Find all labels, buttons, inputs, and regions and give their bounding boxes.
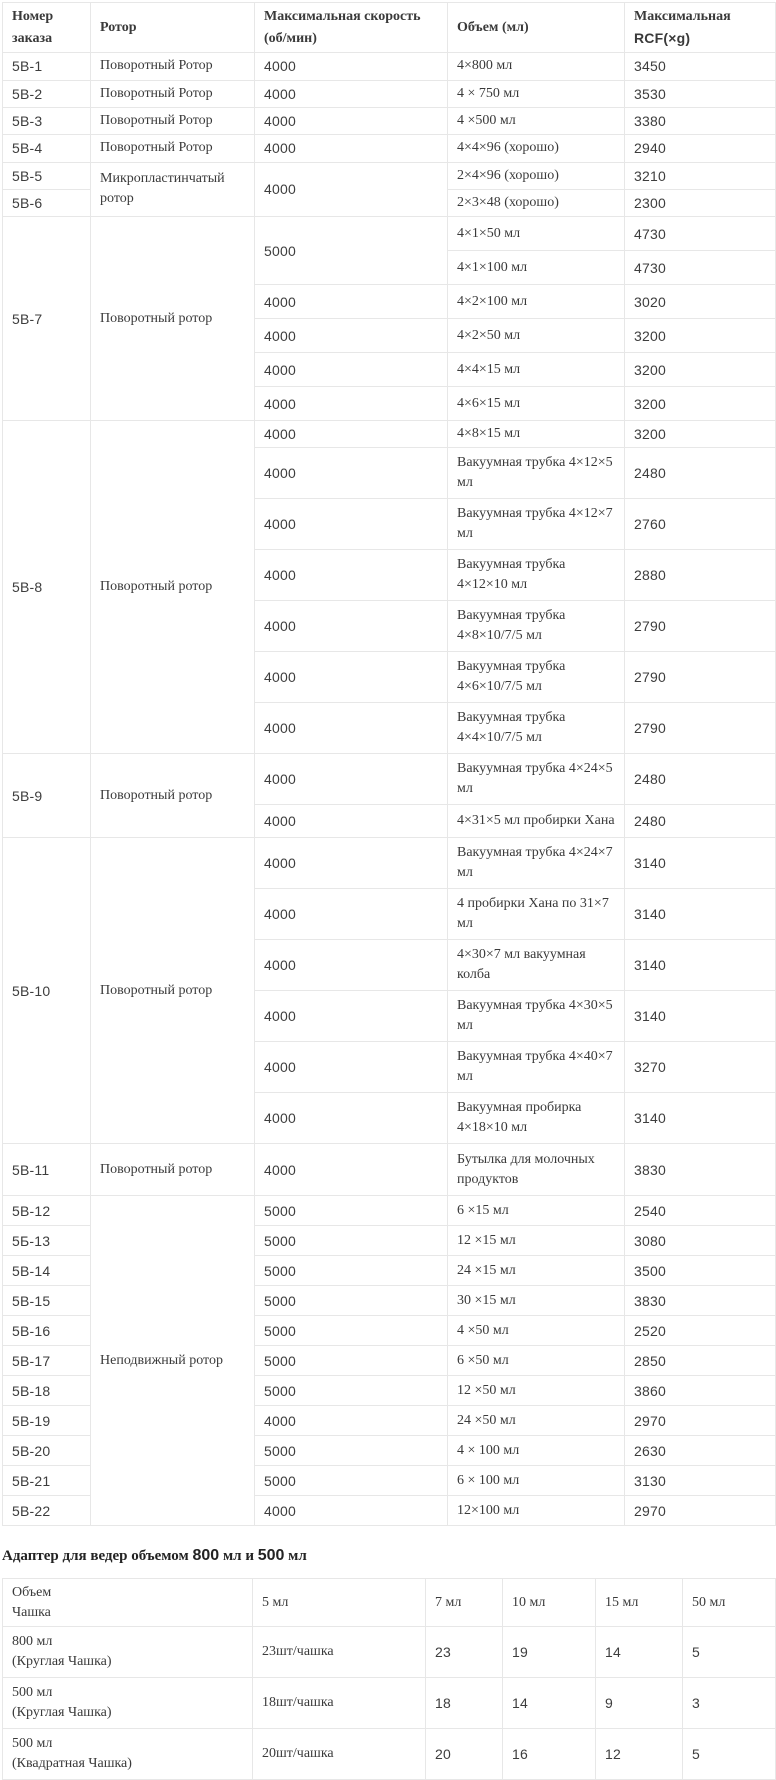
cell-rcf: 3130 [625, 1466, 776, 1496]
cell-order: 5B-16 [3, 1316, 91, 1346]
cell-rotor: Микропластинчатый ротор [91, 162, 255, 217]
table-row [3, 107, 776, 134]
rotor-table-header-row [3, 3, 776, 53]
cell-order: 5B-8 [3, 421, 91, 754]
cell-speed: 4000 [255, 319, 448, 353]
cell-speed: 5000 [255, 1436, 448, 1466]
cell-speed: 4000 [255, 107, 448, 134]
cell-speed: 4000 [255, 601, 448, 652]
cell-rcf: 3860 [625, 1376, 776, 1406]
adapter-cell: 15 мл [596, 1579, 683, 1627]
cell-rcf: 2520 [625, 1316, 776, 1346]
adapter-cell: 7 мл [426, 1579, 503, 1627]
cell-speed: 4000 [255, 1042, 448, 1093]
adapter-cell: 3 [683, 1678, 776, 1729]
cell-rcf: 2480 [625, 448, 776, 499]
col-header-rotor: Ротор [91, 3, 255, 53]
rcf-header-line2: RCF(×g) [634, 29, 691, 46]
cell-rcf: 3270 [625, 1042, 776, 1093]
cell-speed: 5000 [255, 1196, 448, 1226]
cell-vol: 12 ×50 мл [448, 1376, 625, 1406]
cell-speed: 4000 [255, 499, 448, 550]
cell-rcf: 3830 [625, 1144, 776, 1196]
cell-rotor: Поворотный Ротор [91, 107, 255, 134]
cell-speed: 4000 [255, 353, 448, 387]
cell-speed: 4000 [255, 652, 448, 703]
adapter-cell: Объем Чашка [3, 1579, 253, 1627]
adapter-row [3, 1627, 776, 1678]
cell-order: 5B-9 [3, 754, 91, 838]
cell-vol: 30 ×15 мл [448, 1286, 625, 1316]
cell-vol: Вакуумная трубка 4×24×7 мл [448, 838, 625, 889]
cell-vol: 4 ×50 мл [448, 1316, 625, 1346]
adapter-title-num-500: 500 [257, 1547, 285, 1565]
cell-speed: 5000 [255, 1286, 448, 1316]
cell-speed: 4000 [255, 1406, 448, 1436]
adapter-cell: 5 [683, 1729, 776, 1780]
adapter-cell: 20шт/чашка [253, 1729, 426, 1780]
adapter-cell: 16 [503, 1729, 596, 1780]
cell-vol: Вакуумная трубка 4×24×5 мл [448, 754, 625, 805]
cell-vol: 12 ×15 мл [448, 1226, 625, 1256]
table-row [3, 162, 776, 189]
cell-vol: 4 пробирки Хана по 31×7 мл [448, 889, 625, 940]
cell-rotor: Поворотный ротор [91, 838, 255, 1144]
cell-rcf: 2760 [625, 499, 776, 550]
cell-vol: 4×1×50 мл [448, 217, 625, 251]
cell-rcf: 3140 [625, 1093, 776, 1144]
cell-rcf: 3020 [625, 285, 776, 319]
cell-rotor: Неподвижный ротор [91, 1196, 255, 1526]
cell-speed: 4000 [255, 421, 448, 448]
cell-vol: 4 × 750 мл [448, 80, 625, 107]
cell-order: 5B-21 [3, 1466, 91, 1496]
cell-rcf: 3200 [625, 387, 776, 421]
cell-order: 5B-5 [3, 162, 91, 189]
table-row [3, 135, 776, 162]
rotor-spec-table [2, 2, 776, 1526]
cell-vol: 4 ×500 мл [448, 107, 625, 134]
cell-speed: 4000 [255, 550, 448, 601]
adapter-cell: 10 мл [503, 1579, 596, 1627]
cell-rcf: 3200 [625, 421, 776, 448]
cell-order: 5B-3 [3, 107, 91, 134]
cell-rcf: 3210 [625, 162, 776, 189]
cell-vol: 6 × 100 мл [448, 1466, 625, 1496]
table-row [3, 217, 776, 251]
adapter-cell: 23шт/чашка [253, 1627, 426, 1678]
cell-rcf: 3200 [625, 353, 776, 387]
cell-vol: 24 ×15 мл [448, 1256, 625, 1286]
cell-order: 5Б-13 [3, 1226, 91, 1256]
cell-speed: 4000 [255, 940, 448, 991]
cell-speed: 5000 [255, 1256, 448, 1286]
cell-rcf: 2940 [625, 135, 776, 162]
cell-vol: 4×1×100 мл [448, 251, 625, 285]
cell-order: 5B-20 [3, 1436, 91, 1466]
adapter-cell: 14 [596, 1627, 683, 1678]
cell-vol: 4×2×100 мл [448, 285, 625, 319]
cell-speed: 4000 [255, 80, 448, 107]
cell-rcf: 2790 [625, 652, 776, 703]
adapter-cell: 20 [426, 1729, 503, 1780]
cell-order: 5B-11 [3, 1144, 91, 1196]
adapter-cell: 19 [503, 1627, 596, 1678]
table-row [3, 80, 776, 107]
cell-vol: 4×2×50 мл [448, 319, 625, 353]
cell-speed: 5000 [255, 1376, 448, 1406]
cell-order: 5B-10 [3, 838, 91, 1144]
table-row [3, 53, 776, 80]
adapter-cell: 5 мл [253, 1579, 426, 1627]
cell-rcf: 2300 [625, 189, 776, 216]
cell-vol: 6 ×50 мл [448, 1346, 625, 1376]
cell-rcf: 2970 [625, 1406, 776, 1436]
table-row [3, 1196, 776, 1226]
cell-rcf: 3140 [625, 889, 776, 940]
cell-vol: Вакуумная пробирка 4×18×10 мл [448, 1093, 625, 1144]
cell-rcf: 2970 [625, 1496, 776, 1526]
cell-rcf: 2630 [625, 1436, 776, 1466]
cell-order: 5B-12 [3, 1196, 91, 1226]
cell-rcf: 2540 [625, 1196, 776, 1226]
cell-order: 5B-19 [3, 1406, 91, 1436]
cell-vol: Вакуумная трубка 4×12×10 мл [448, 550, 625, 601]
adapter-row [3, 1729, 776, 1780]
col-header-max-speed: Максимальная скорость (об/мин) [255, 3, 448, 53]
cell-order: 5B-17 [3, 1346, 91, 1376]
cell-speed: 4000 [255, 805, 448, 838]
cell-order: 5B-15 [3, 1286, 91, 1316]
cell-speed: 5000 [255, 1466, 448, 1496]
cell-vol: 4 × 100 мл [448, 1436, 625, 1466]
adapter-cell: 23 [426, 1627, 503, 1678]
adapter-cell: 800 мл (Круглая Чашка) [3, 1627, 253, 1678]
adapter-cell: 9 [596, 1678, 683, 1729]
adapter-cell: 500 мл (Круглая Чашка) [3, 1678, 253, 1729]
cell-rotor: Поворотный ротор [91, 421, 255, 754]
adapter-header-row [3, 1579, 776, 1627]
col-header-volume: Объем (мл) [448, 3, 625, 53]
cell-speed: 4000 [255, 889, 448, 940]
cell-rcf: 2790 [625, 703, 776, 754]
cell-vol: Вакуумная трубка 4×6×10/7/5 мл [448, 652, 625, 703]
cell-vol: Бутылка для молочных продуктов [448, 1144, 625, 1196]
table-row [3, 754, 776, 805]
cell-rcf: 2480 [625, 754, 776, 805]
adapter-cell: 50 мл [683, 1579, 776, 1627]
cell-rcf: 2480 [625, 805, 776, 838]
cell-vol: 6 ×15 мл [448, 1196, 625, 1226]
cell-order: 5B-4 [3, 135, 91, 162]
cell-vol: 4×800 мл [448, 53, 625, 80]
cell-rcf: 2880 [625, 550, 776, 601]
cell-speed: 5000 [255, 1316, 448, 1346]
cell-rotor: Поворотный Ротор [91, 80, 255, 107]
cell-vol: Вакуумная трубка 4×4×10/7/5 мл [448, 703, 625, 754]
adapter-title-suffix: мл [288, 1548, 307, 1565]
cell-speed: 4000 [255, 754, 448, 805]
adapter-cell: 500 мл (Квадратная Чашка) [3, 1729, 253, 1780]
cell-order: 5B-14 [3, 1256, 91, 1286]
cell-rcf: 2850 [625, 1346, 776, 1376]
cell-rcf: 3530 [625, 80, 776, 107]
adapter-cell: 14 [503, 1678, 596, 1729]
cell-speed: 4000 [255, 162, 448, 217]
cell-rcf: 3830 [625, 1286, 776, 1316]
adapter-title-prefix: Адаптер для ведер объемом [2, 1548, 189, 1565]
table-row [3, 838, 776, 889]
cell-speed: 4000 [255, 1144, 448, 1196]
cell-order: 5B-18 [3, 1376, 91, 1406]
cell-rcf: 4730 [625, 251, 776, 285]
col-header-max-rcf [625, 3, 776, 53]
cell-vol: 2×4×96 (хорошо) [448, 162, 625, 189]
adapter-title-mid: мл и [222, 1548, 254, 1565]
cell-order: 5B-22 [3, 1496, 91, 1526]
adapter-table [2, 1578, 776, 1780]
adapter-cell: 18шт/чашка [253, 1678, 426, 1729]
cell-speed: 5000 [255, 1226, 448, 1256]
cell-rcf: 3380 [625, 107, 776, 134]
cell-speed: 4000 [255, 1093, 448, 1144]
cell-speed: 4000 [255, 135, 448, 162]
cell-speed: 4000 [255, 53, 448, 80]
cell-rotor: Поворотный Ротор [91, 135, 255, 162]
cell-vol: Вакуумная трубка 4×12×7 мл [448, 499, 625, 550]
cell-rcf: 3140 [625, 940, 776, 991]
cell-rcf: 3140 [625, 991, 776, 1042]
adapter-cell: 12 [596, 1729, 683, 1780]
cell-rcf: 3080 [625, 1226, 776, 1256]
cell-rotor: Поворотный ротор [91, 1144, 255, 1196]
cell-rcf: 4730 [625, 217, 776, 251]
cell-vol: Вакуумная трубка 4×12×5 мл [448, 448, 625, 499]
cell-vol: Вакуумная трубка 4×8×10/7/5 мл [448, 601, 625, 652]
cell-speed: 4000 [255, 703, 448, 754]
table-row [3, 1144, 776, 1196]
cell-rotor: Поворотный Ротор [91, 53, 255, 80]
table-row [3, 421, 776, 448]
cell-vol: Вакуумная трубка 4×40×7 мл [448, 1042, 625, 1093]
cell-speed: 5000 [255, 1346, 448, 1376]
adapter-cell: 18 [426, 1678, 503, 1729]
cell-vol: 4×8×15 мл [448, 421, 625, 448]
cell-order: 5B-7 [3, 217, 91, 421]
cell-rotor: Поворотный ротор [91, 217, 255, 421]
cell-vol: 4×30×7 мл вакуумная колба [448, 940, 625, 991]
cell-rcf: 2790 [625, 601, 776, 652]
cell-rotor: Поворотный ротор [91, 754, 255, 838]
cell-vol: 4×4×15 мл [448, 353, 625, 387]
cell-vol: 4×4×96 (хорошо) [448, 135, 625, 162]
cell-order: 5B-1 [3, 53, 91, 80]
cell-vol: Вакуумная трубка 4×30×5 мл [448, 991, 625, 1042]
cell-vol: 24 ×50 мл [448, 1406, 625, 1436]
cell-rcf: 3500 [625, 1256, 776, 1286]
cell-vol: 2×3×48 (хорошо) [448, 189, 625, 216]
cell-order: 5B-6 [3, 189, 91, 216]
cell-speed: 4000 [255, 387, 448, 421]
cell-speed: 4000 [255, 1496, 448, 1526]
rcf-header-line1: Максимальная [634, 9, 731, 24]
cell-order: 5B-2 [3, 80, 91, 107]
adapter-title-num-800: 800 [192, 1547, 220, 1565]
cell-speed: 4000 [255, 448, 448, 499]
adapter-row [3, 1678, 776, 1729]
adapter-section-title [2, 1547, 775, 1565]
cell-vol: 4×31×5 мл пробирки Хана [448, 805, 625, 838]
cell-speed: 5000 [255, 217, 448, 285]
cell-speed: 4000 [255, 285, 448, 319]
cell-speed: 4000 [255, 838, 448, 889]
cell-speed: 4000 [255, 991, 448, 1042]
cell-vol: 12×100 мл [448, 1496, 625, 1526]
adapter-cell: 5 [683, 1627, 776, 1678]
cell-vol: 4×6×15 мл [448, 387, 625, 421]
cell-rcf: 3450 [625, 53, 776, 80]
col-header-order-number: Номер заказа [3, 3, 91, 53]
cell-rcf: 3200 [625, 319, 776, 353]
cell-rcf: 3140 [625, 838, 776, 889]
